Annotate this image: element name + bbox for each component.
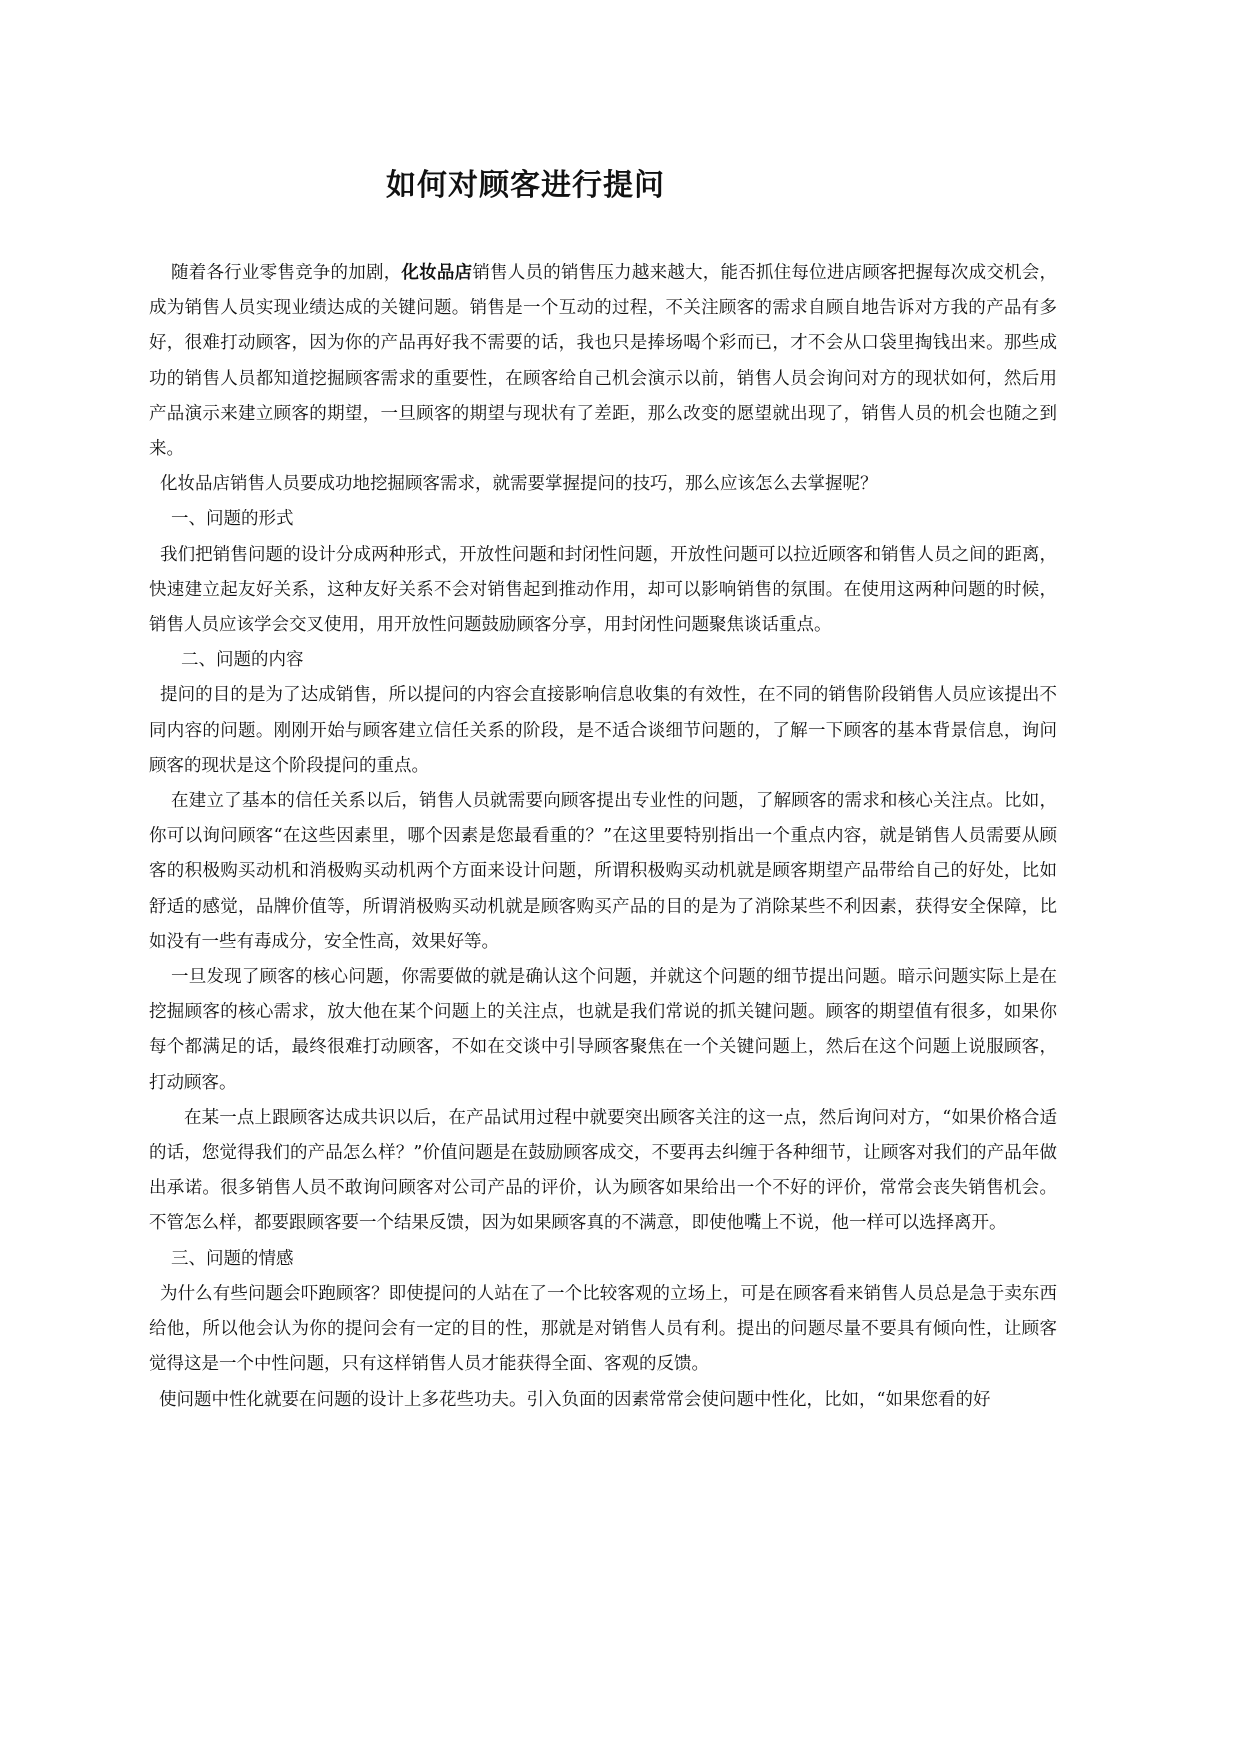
section-heading-1: 一、问题的形式 [171,509,294,530]
section-heading-3: 三、问题的情感 [171,1248,294,1269]
document-body [149,256,1057,1418]
paragraph-intro [149,256,1057,467]
intro-bold-keyword: 化妆品店 [401,263,473,283]
paragraph-8: 为什么有些问题会吓跑顾客？即使提问的人站在了一个比较客观的立场上，可是在顾客看来销售人员总是急于卖东西给他，所以他会认为你的提问会有一定的目的性，那就是对销售人员有利。提出的问题尽量不要具有倾向性，让顾客觉得这是一个中性问题，只有这样销售人员才能获得全面、客观的反馈。 [149,1283,1057,1375]
intro-text-rest: 销售人员的销售压力越来越大，能否抓住每位进店顾客把握每次成交机会，成为销售人员实现业绩达成的关键问题。销售是一个互动的过程，不关注顾客的需求自顾自地告诉对方我的产品有多好，很难打动顾客，因为你的产品再好我不需要的话，我也只是捧场喝个彩而已，才不会从口袋里掏钱出来。那些成功的销售人员都知道挖掘顾客需求的重要性，在顾客给自己机会演示以前，销售人员会询问对方的现状如何，然后用产品演示来建立顾客的期望，一旦顾客的期望与现状有了差距，那么改变的愿望就出现了，销售人员的机会也随之到来。 [149,263,1058,460]
document-title: 如何对顾客进行提问 [386,168,665,203]
paragraph-3: 我们把销售问题的设计分成两种形式，开放性问题和封闭性问题，开放性问题可以拉近顾客和销售人员之间的距离，快速建立起友好关系，这种友好关系不会对销售起到推动作用，却可以影响销售的氛围。在使用这两种问题的时候，销售人员应该学会交叉使用，用开放性问题鼓励顾客分享，用封闭性问题聚焦谈话重点。 [149,544,1057,636]
intro-text-start: 随着各行业零售竞争的加剧， [171,263,402,283]
paragraph-4: 提问的目的是为了达成销售，所以提问的内容会直接影响信息收集的有效性，在不同的销售阶段销售人员应该提出不同内容的问题。刚刚开始与顾客建立信任关系的阶段，是不适合谈细节问题的，了解一下顾客的基本背景信息，询问顾客的现状是这个阶段提问的重点。 [149,685,1057,776]
section-heading-2: 二、问题的内容 [181,650,304,671]
paragraph-7: 在某一点上跟顾客达成共识以后，在产品试用过程中就要突出顾客关注的这一点，然后询问对方，“如果价格合适的话，您觉得我们的产品怎么样？”价值问题是在鼓励顾客成交，不要再去纠缠于各种细节，让顾客对我们的产品年做出承诺。很多销售人员不敢询问顾客对公司产品的评价，认为顾客如果给出一个不好的评价，常常会丧失销售机会。不管怎么样，都要跟顾客要一个结果反馈，因为如果顾客真的不满意，即使他嘴上不说，他一样可以选择离开。 [149,1107,1057,1234]
paragraph-6: 一旦发现了顾客的核心问题，你需要做的就是确认这个问题，并就这个问题的细节提出问题。暗示问题实际上是在挖掘顾客的核心需求，放大他在某个问题上的关注点，也就是我们常说的抓关键问题。顾客的期望值有很多，如果你每个都满足的话，最终很难打动顾客，不如在交谈中引导顾客聚焦在一个关键问题上，然后在这个问题上说服顾客，打动顾客。 [149,967,1057,1093]
paragraph-9: 使问题中性化就要在问题的设计上多花些功夫。引入负面的因素常常会使问题中性化，比如，“如果您看的好 [159,1389,991,1410]
paragraph-2: 化妆品店销售人员要成功地挖掘顾客需求，就需要掌握提问的技巧，那么应该怎么去掌握呢？ [160,474,878,495]
paragraph-5: 在建立了基本的信任关系以后，销售人员就需要向顾客提出专业性的问题，了解顾客的需求和核心关注点。比如，你可以询问顾客“在这些因素里，哪个因素是您最看重的？”在这里要特别指出一个重点内容，就是销售人员需要从顾客的积极购买动机和消极购买动机两个方面来设计问题，所谓积极购买动机就是顾客期望产品带给自己的好处，比如舒适的感觉，品牌价值等，所谓消极购买动机就是顾客购买产品的目的是为了消除某些不利因素，获得安全保障，比如没有一些有毒成分，安全性高，效果好等。 [149,791,1057,952]
